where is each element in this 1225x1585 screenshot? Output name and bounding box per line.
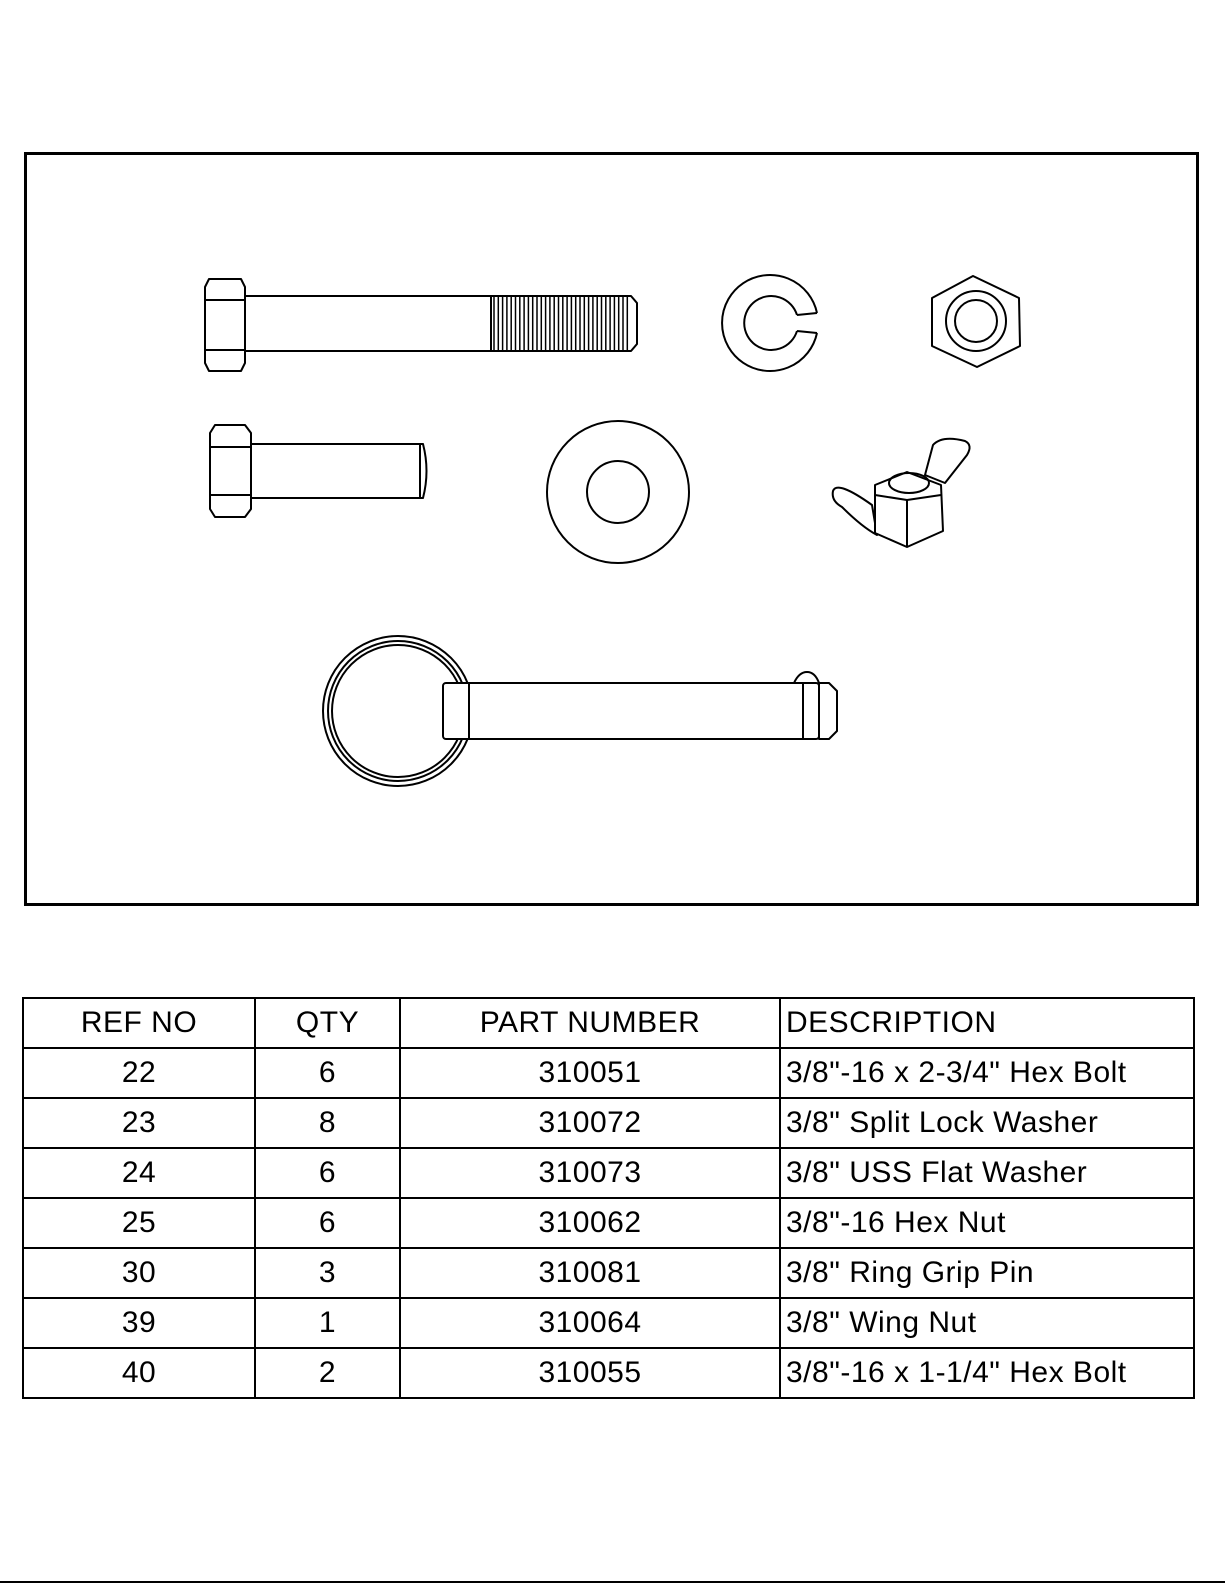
description-header: DESCRIPTION: [780, 998, 1194, 1048]
table-row: [23, 1298, 1194, 1348]
part-number-cell: 310073: [400, 1148, 780, 1198]
description-cell: 3/8" USS Flat Washer: [780, 1148, 1194, 1198]
table-row: [23, 1148, 1194, 1198]
ref-no-header: REF NO: [23, 998, 255, 1048]
description-cell: 3/8" Wing Nut: [780, 1298, 1194, 1348]
table-row: [23, 1248, 1194, 1298]
part-number-cell: 310064: [400, 1298, 780, 1348]
qty-cell: 1: [255, 1298, 400, 1348]
qty-header: QTY: [255, 998, 400, 1048]
ref-no-cell: 40: [23, 1348, 255, 1398]
table-row: [23, 1098, 1194, 1148]
part-number-cell: 310062: [400, 1198, 780, 1248]
hardware-illustration-frame: [24, 152, 1199, 906]
hardware-illustration: [27, 155, 1196, 903]
ref-no-cell: 39: [23, 1298, 255, 1348]
description-cell: 3/8"-16 Hex Nut: [780, 1198, 1194, 1248]
ref-no-cell: 30: [23, 1248, 255, 1298]
flat-washer-drawing: [547, 421, 689, 563]
description-cell: 3/8"-16 x 2-3/4" Hex Bolt: [780, 1048, 1194, 1098]
qty-cell: 6: [255, 1198, 400, 1248]
ref-no-cell: 25: [23, 1198, 255, 1248]
qty-cell: 3: [255, 1248, 400, 1298]
description-cell: 3/8"-16 x 1-1/4" Hex Bolt: [780, 1348, 1194, 1398]
table-row: [23, 1348, 1194, 1398]
page-bottom-rule: [0, 1581, 1225, 1583]
split-lock-washer-drawing: [722, 275, 817, 371]
table-row: [23, 1048, 1194, 1098]
part-number-cell: 310072: [400, 1098, 780, 1148]
description-cell: 3/8" Ring Grip Pin: [780, 1248, 1194, 1298]
hex-nut-drawing: [932, 276, 1020, 367]
long-hex-bolt-drawing: [205, 279, 637, 371]
short-hex-bolt-drawing: [210, 425, 427, 517]
part-number-cell: 310055: [400, 1348, 780, 1398]
qty-cell: 6: [255, 1148, 400, 1198]
ref-no-cell: 23: [23, 1098, 255, 1148]
part-number-header: PART NUMBER: [400, 998, 780, 1048]
part-number-cell: 310051: [400, 1048, 780, 1098]
ring-grip-pin-drawing: [323, 636, 837, 786]
table-row: [23, 1198, 1194, 1248]
parts-list-table: [22, 997, 1195, 1399]
qty-cell: 2: [255, 1348, 400, 1398]
ref-no-cell: 22: [23, 1048, 255, 1098]
part-number-cell: 310081: [400, 1248, 780, 1298]
ref-no-cell: 24: [23, 1148, 255, 1198]
qty-cell: 8: [255, 1098, 400, 1148]
qty-cell: 6: [255, 1048, 400, 1098]
description-cell: 3/8" Split Lock Washer: [780, 1098, 1194, 1148]
table-header-row: [23, 998, 1194, 1048]
wing-nut-drawing: [833, 439, 970, 547]
